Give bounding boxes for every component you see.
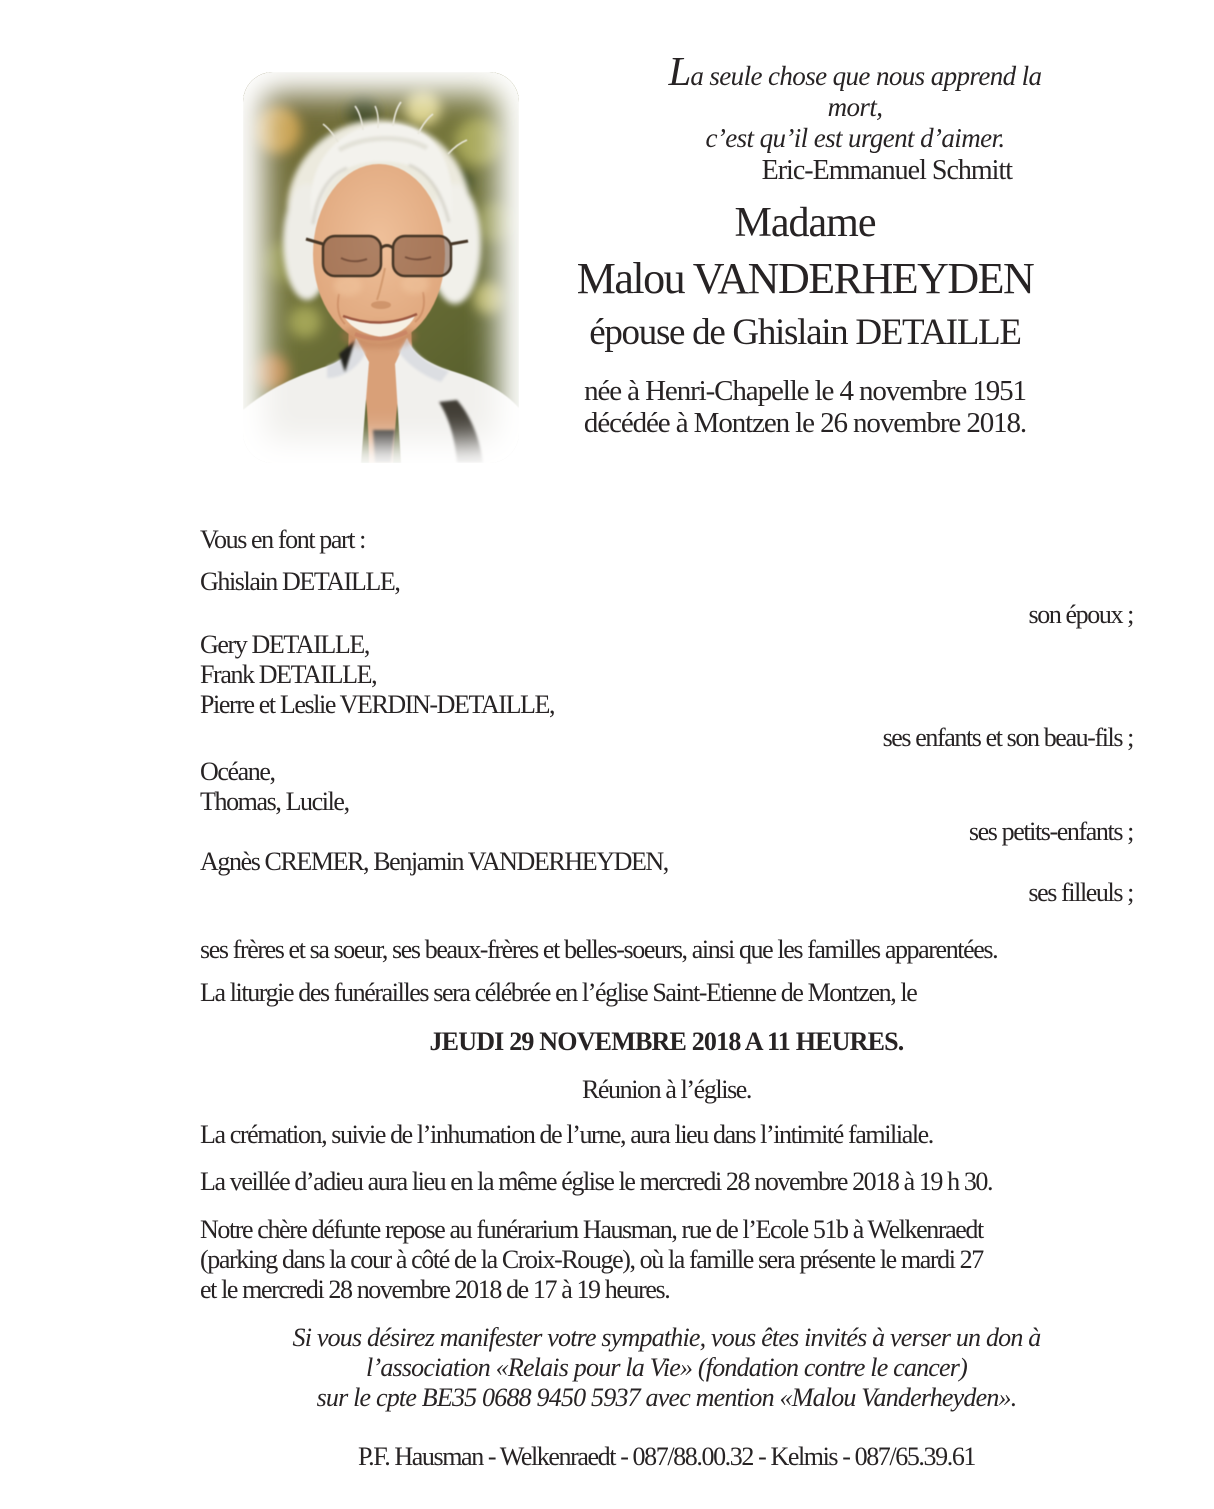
quote-line-1-text: a seule chose que nous apprend la mort, [690, 61, 1042, 122]
birth-death-block [450, 375, 1160, 439]
family-member: Gery DETAILLE, [200, 630, 369, 659]
meeting-line: Réunion à l’église. [581, 1075, 752, 1104]
family-relation: ses filleuls ; [1028, 878, 1133, 907]
donation-line: Si vous désirez manifester votre sympathie, vous êtes invités à verser un don à [292, 1323, 1041, 1352]
family-member: Agnès CREMER, Benjamin VANDERHEYDEN, [200, 847, 668, 876]
quote-line-2: c’est qu’il est urgent d’aimer. [705, 123, 1005, 153]
quote-drop-cap: L [668, 48, 691, 94]
family-member: Océane, [200, 757, 275, 786]
memorial-quote-block [640, 48, 1070, 186]
liturgy-intro: La liturgie des funérailles sera célébrée en l’église Saint-Etienne de Montzen, le [200, 978, 917, 1007]
quote-line-1 [640, 48, 1070, 123]
family-member: Ghislain DETAILLE, [200, 567, 400, 596]
announcement-body [200, 525, 1133, 1472]
family-intro: Vous en font part : [200, 525, 366, 554]
ceremony-date: JEUDI 29 NOVEMBRE 2018 A 11 HEURES. [429, 1027, 904, 1056]
family-member: Thomas, Lucile, [200, 787, 349, 816]
cremation-line: La crémation, suivie de l’inhumation de l’urne, aura lieu dans l’intimité familiale. [200, 1120, 933, 1149]
repose-line: Notre chère défunte repose au funérarium Hausman, rue de l’Ecole 51b à Welkenraedt [200, 1215, 983, 1244]
funeral-home-footer: P.F. Hausman - Welkenraedt - 087/88.00.32 - Kelmis - 087/65.39.61 [357, 1442, 976, 1471]
repose-line: (parking dans la cour à côté de la Croix-Rouge), où la famille sera présente le mardi 27 [200, 1245, 983, 1274]
family-relation: ses enfants et son beau-fils ; [882, 723, 1133, 752]
repose-line: et le mercredi 28 novembre 2018 de 17 à 19 heures. [200, 1275, 670, 1304]
family-member: Pierre et Leslie VERDIN-DETAILLE, [200, 690, 555, 719]
repose-paragraph [200, 1215, 1133, 1305]
family-member: Frank DETAILLE, [200, 660, 377, 689]
donation-line: sur le cpte BE35 0688 9450 5937 avec mention «Malou Vanderheyden». [316, 1383, 1017, 1412]
deceased-spouse-line: épouse de Ghislain DETAILLE [589, 312, 1021, 353]
family-relation: son époux ; [1028, 600, 1133, 629]
death-line: décédée à Montzen le 26 novembre 2018. [583, 407, 1027, 439]
vigil-line: La veillée d’adieu aura lieu en la même église le mercredi 28 novembre 2018 à 19 h 30. [200, 1167, 993, 1196]
deceased-name: Malou VANDERHEYDEN [576, 254, 1034, 303]
donation-line: l’association «Relais pour la Vie» (fondation contre le cancer) [366, 1353, 967, 1382]
deceased-civility: Madame [734, 200, 876, 246]
birth-line: née à Henri-Chapelle le 4 novembre 1951 [584, 375, 1026, 407]
donation-paragraph [200, 1323, 1133, 1413]
quote-attribution: Eric-Emmanuel Schmitt [761, 155, 1012, 186]
family-relation: ses petits-enfants ; [968, 817, 1133, 846]
family-closing: ses frères et sa soeur, ses beaux-frères et belles-soeurs, ainsi que les familles apparentées. [200, 935, 998, 964]
